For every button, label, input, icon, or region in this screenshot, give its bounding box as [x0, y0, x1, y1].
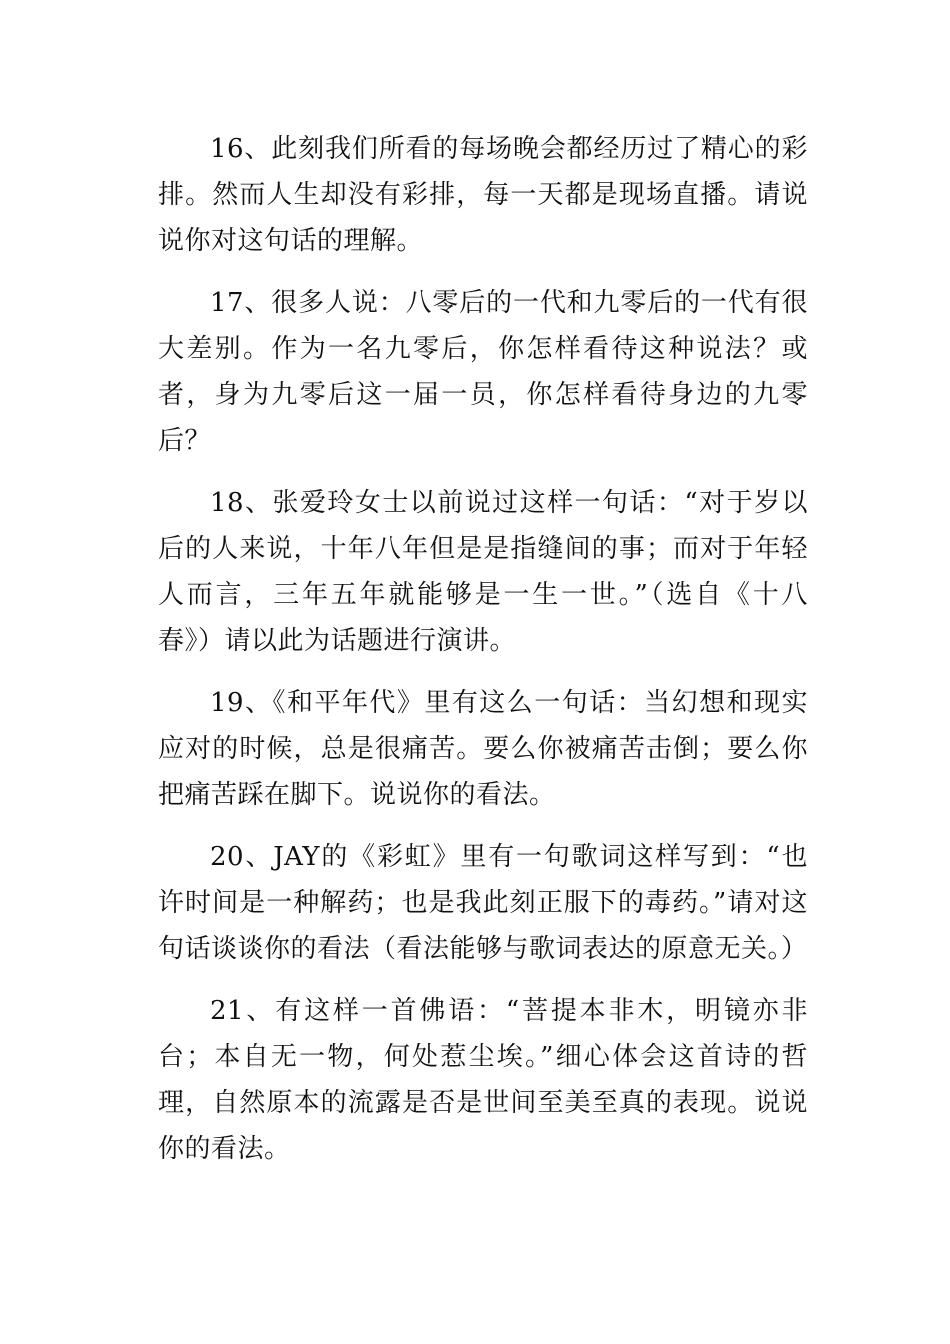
question-17: 17、很多人说：八零后的一代和九零后的一代有很大差别。作为一名九零后，你怎样看待这种说法？或者，身为九零后这一届一员，你怎样看待身边的九零后？	[158, 288, 808, 456]
question-20: 20、JAY的《彩虹》里有一句歌词这样写到：“也许时间是一种解药；也是我此刻正服下的毒药。”请对这句话谈谈你的看法（看法能够与歌词表达的原意无关。）	[158, 842, 808, 964]
question-16: 16、此刻我们所看的每场晚会都经历过了精心的彩排。然而人生却没有彩排，每一天都是现场直播。请说说你对这句话的理解。	[158, 134, 808, 256]
question-19: 19、《和平年代》里有这么一句话：当幻想和现实应对的时候，总是很痛苦。要么你被痛苦击倒；要么你把痛苦踩在脚下。说说你的看法。	[158, 688, 808, 810]
question-18: 18、张爱玲女士以前说过这样一句话：“对于岁以后的人来说，十年八年但是是指缝间的事；而对于年轻人而言，三年五年就能够是一生一世。”（选自《十八春》）请以此为话题进行演讲。	[158, 488, 808, 656]
question-21: 21、有这样一首佛语：“菩提本非木，明镜亦非台；本自无一物，何处惹尘埃。”细心体会这首诗的哲理，自然原本的流露是否是世间至美至真的表现。说说你的看法。	[158, 996, 808, 1164]
document-body	[158, 126, 808, 1188]
